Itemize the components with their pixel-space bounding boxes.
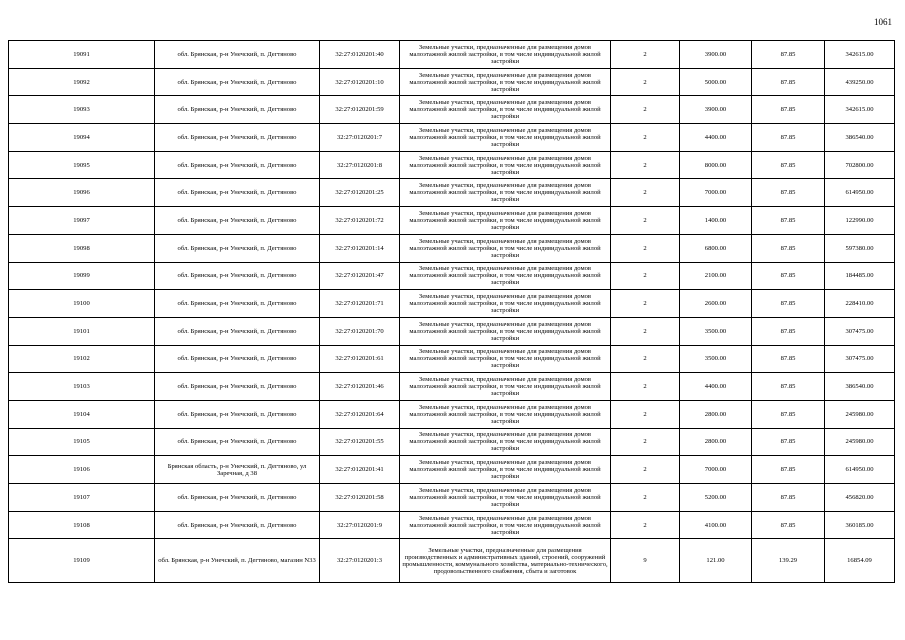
land-use-group-cell: 2 <box>611 290 680 318</box>
area-cell: 2600.00 <box>680 290 752 318</box>
table-row <box>9 68 895 96</box>
land-use-description-cell: Земельные участки, предназначенные для размещения домов малоэтажной жилой застройки, в том числе индивидуальной жилой застройки <box>400 207 611 235</box>
cadastral-value-cell: 360185.00 <box>825 511 895 539</box>
land-use-description-cell: Земельные участки, предназначенные для размещения домов малоэтажной жилой застройки, в том числе индивидуальной жилой застройки <box>400 68 611 96</box>
row-number-cell: 19100 <box>9 290 155 318</box>
cadastral-number-cell: 32:27:0120201:14 <box>320 234 400 262</box>
page-number: 1061 <box>874 17 892 27</box>
cadastral-value-cell: 614950.00 <box>825 179 895 207</box>
cadastral-value-cell: 342615.00 <box>825 96 895 124</box>
land-use-group-cell: 2 <box>611 345 680 373</box>
cadastral-number-cell: 32:27:0120201:64 <box>320 400 400 428</box>
table-row <box>9 96 895 124</box>
cadastral-value-cell: 307475.00 <box>825 345 895 373</box>
specific-value-cell: 87.85 <box>752 428 825 456</box>
land-use-group-cell: 2 <box>611 68 680 96</box>
address-cell: обл. Брянская, р-н Унечский, п. Дегтяново <box>155 317 320 345</box>
area-cell: 4100.00 <box>680 511 752 539</box>
cadastral-number-cell: 32:27:0120201:40 <box>320 41 400 69</box>
cadastral-value-cell: 342615.00 <box>825 41 895 69</box>
land-use-group-cell: 2 <box>611 151 680 179</box>
land-use-group-cell: 2 <box>611 317 680 345</box>
land-use-description-cell: Земельные участки, предназначенные для размещения домов малоэтажной жилой застройки, в том числе индивидуальной жилой застройки <box>400 484 611 512</box>
cadastral-value-cell: 386540.00 <box>825 373 895 401</box>
table-row <box>9 151 895 179</box>
address-cell: обл. Брянская, р-н Унечский, п. Дегтяново <box>155 179 320 207</box>
area-cell: 2800.00 <box>680 428 752 456</box>
area-cell: 2100.00 <box>680 262 752 290</box>
land-use-description-cell: Земельные участки, предназначенные для размещения домов малоэтажной жилой застройки, в том числе индивидуальной жилой застройки <box>400 151 611 179</box>
specific-value-cell: 87.85 <box>752 68 825 96</box>
specific-value-cell: 87.85 <box>752 96 825 124</box>
row-number-cell: 19108 <box>9 511 155 539</box>
row-number-cell: 19109 <box>9 539 155 583</box>
address-cell: обл. Брянская, р-н Унечский, п. Дегтяново, магазин N33 <box>155 539 320 583</box>
land-use-group-cell: 2 <box>611 428 680 456</box>
table-row <box>9 539 895 583</box>
land-use-description-cell: Земельные участки, предназначенные для размещения домов малоэтажной жилой застройки, в том числе индивидуальной жилой застройки <box>400 124 611 152</box>
land-use-group-cell: 2 <box>611 400 680 428</box>
address-cell: обл. Брянская, р-н Унечский, п. Дегтяново <box>155 400 320 428</box>
row-number-cell: 19096 <box>9 179 155 207</box>
row-number-cell: 19095 <box>9 151 155 179</box>
row-number-cell: 19105 <box>9 428 155 456</box>
table-row <box>9 511 895 539</box>
area-cell: 5000.00 <box>680 68 752 96</box>
land-use-group-cell: 2 <box>611 41 680 69</box>
cadastral-number-cell: 32:27:0120201:9 <box>320 511 400 539</box>
table-body <box>9 41 895 583</box>
address-cell: обл. Брянская, р-н Унечский, п. Дегтяново <box>155 124 320 152</box>
cadastral-number-cell: 32:27:0120201:58 <box>320 484 400 512</box>
area-cell: 3500.00 <box>680 345 752 373</box>
table-row <box>9 428 895 456</box>
row-number-cell: 19104 <box>9 400 155 428</box>
specific-value-cell: 87.85 <box>752 151 825 179</box>
row-number-cell: 19091 <box>9 41 155 69</box>
specific-value-cell: 87.85 <box>752 290 825 318</box>
cadastral-register-table <box>8 40 895 583</box>
cadastral-number-cell: 32:27:0120201:3 <box>320 539 400 583</box>
land-use-group-cell: 2 <box>611 511 680 539</box>
area-cell: 3500.00 <box>680 317 752 345</box>
area-cell: 121.00 <box>680 539 752 583</box>
land-use-description-cell: Земельные участки, предназначенные для размещения домов малоэтажной жилой застройки, в том числе индивидуальной жилой застройки <box>400 96 611 124</box>
land-use-group-cell: 2 <box>611 456 680 484</box>
land-use-description-cell: Земельные участки, предназначенные для размещения производственных и административных зданий, строений, сооружений промышленности, коммунального хозяйства, материально-технического, продовольственного снабжения, сбыта и заготовок <box>400 539 611 583</box>
land-use-group-cell: 2 <box>611 262 680 290</box>
cadastral-value-cell: 184485.00 <box>825 262 895 290</box>
specific-value-cell: 87.85 <box>752 41 825 69</box>
table-row <box>9 41 895 69</box>
table-row <box>9 373 895 401</box>
row-number-cell: 19098 <box>9 234 155 262</box>
table-row <box>9 262 895 290</box>
row-number-cell: 19106 <box>9 456 155 484</box>
cadastral-number-cell: 32:27:0120201:46 <box>320 373 400 401</box>
cadastral-number-cell: 32:27:0120201:55 <box>320 428 400 456</box>
specific-value-cell: 87.85 <box>752 234 825 262</box>
address-cell: обл. Брянская, р-н Унечский, п. Дегтяново <box>155 484 320 512</box>
cadastral-number-cell: 32:27:0120201:10 <box>320 68 400 96</box>
land-use-description-cell: Земельные участки, предназначенные для размещения домов малоэтажной жилой застройки, в том числе индивидуальной жилой застройки <box>400 262 611 290</box>
table-row <box>9 400 895 428</box>
address-cell: обл. Брянская, р-н Унечский, п. Дегтяново <box>155 68 320 96</box>
area-cell: 1400.00 <box>680 207 752 235</box>
area-cell: 7000.00 <box>680 179 752 207</box>
land-use-group-cell: 2 <box>611 179 680 207</box>
cadastral-number-cell: 32:27:0120201:7 <box>320 124 400 152</box>
table-row <box>9 456 895 484</box>
address-cell: обл. Брянская, р-н Унечский, п. Дегтяново <box>155 151 320 179</box>
land-use-description-cell: Земельные участки, предназначенные для размещения домов малоэтажной жилой застройки, в том числе индивидуальной жилой застройки <box>400 234 611 262</box>
cadastral-number-cell: 32:27:0120201:41 <box>320 456 400 484</box>
cadastral-number-cell: 32:27:0120201:70 <box>320 317 400 345</box>
specific-value-cell: 87.85 <box>752 373 825 401</box>
cadastral-number-cell: 32:27:0120201:72 <box>320 207 400 235</box>
cadastral-value-cell: 439250.00 <box>825 68 895 96</box>
specific-value-cell: 87.85 <box>752 400 825 428</box>
area-cell: 8000.00 <box>680 151 752 179</box>
cadastral-value-cell: 456820.00 <box>825 484 895 512</box>
area-cell: 7000.00 <box>680 456 752 484</box>
area-cell: 4400.00 <box>680 124 752 152</box>
land-use-description-cell: Земельные участки, предназначенные для размещения домов малоэтажной жилой застройки, в том числе индивидуальной жилой застройки <box>400 317 611 345</box>
land-use-group-cell: 2 <box>611 484 680 512</box>
address-cell: обл. Брянская, р-н Унечский, п. Дегтяново <box>155 373 320 401</box>
area-cell: 3900.00 <box>680 96 752 124</box>
cadastral-value-cell: 614950.00 <box>825 456 895 484</box>
row-number-cell: 19103 <box>9 373 155 401</box>
address-cell: обл. Брянская, р-н Унечский, п. Дегтяново <box>155 41 320 69</box>
area-cell: 6800.00 <box>680 234 752 262</box>
land-use-description-cell: Земельные участки, предназначенные для размещения домов малоэтажной жилой застройки, в том числе индивидуальной жилой застройки <box>400 373 611 401</box>
land-use-group-cell: 9 <box>611 539 680 583</box>
table-row <box>9 345 895 373</box>
cadastral-value-cell: 16854.09 <box>825 539 895 583</box>
land-use-description-cell: Земельные участки, предназначенные для размещения домов малоэтажной жилой застройки, в том числе индивидуальной жилой застройки <box>400 456 611 484</box>
land-use-description-cell: Земельные участки, предназначенные для размещения домов малоэтажной жилой застройки, в том числе индивидуальной жилой застройки <box>400 428 611 456</box>
cadastral-value-cell: 245980.00 <box>825 400 895 428</box>
cadastral-number-cell: 32:27:0120201:71 <box>320 290 400 318</box>
area-cell: 3900.00 <box>680 41 752 69</box>
cadastral-number-cell: 32:27:0120201:8 <box>320 151 400 179</box>
land-use-group-cell: 2 <box>611 373 680 401</box>
table-row <box>9 317 895 345</box>
address-cell: обл. Брянская, р-н Унечский, п. Дегтяново <box>155 345 320 373</box>
table-row <box>9 290 895 318</box>
specific-value-cell: 87.85 <box>752 317 825 345</box>
land-use-group-cell: 2 <box>611 96 680 124</box>
address-cell: обл. Брянская, р-н Унечский, п. Дегтяново <box>155 511 320 539</box>
cadastral-value-cell: 122990.00 <box>825 207 895 235</box>
cadastral-value-cell: 245980.00 <box>825 428 895 456</box>
cadastral-value-cell: 702800.00 <box>825 151 895 179</box>
land-use-group-cell: 2 <box>611 234 680 262</box>
cadastral-number-cell: 32:27:0120201:59 <box>320 96 400 124</box>
land-use-description-cell: Земельные участки, предназначенные для размещения домов малоэтажной жилой застройки, в том числе индивидуальной жилой застройки <box>400 179 611 207</box>
cadastral-number-cell: 32:27:0120201:25 <box>320 179 400 207</box>
table-row <box>9 234 895 262</box>
cadastral-value-cell: 228410.00 <box>825 290 895 318</box>
specific-value-cell: 87.85 <box>752 207 825 235</box>
land-use-description-cell: Земельные участки, предназначенные для размещения домов малоэтажной жилой застройки, в том числе индивидуальной жилой застройки <box>400 345 611 373</box>
specific-value-cell: 87.85 <box>752 511 825 539</box>
table-row <box>9 207 895 235</box>
land-use-description-cell: Земельные участки, предназначенные для размещения домов малоэтажной жилой застройки, в том числе индивидуальной жилой застройки <box>400 511 611 539</box>
land-use-group-cell: 2 <box>611 124 680 152</box>
row-number-cell: 19093 <box>9 96 155 124</box>
land-use-group-cell: 2 <box>611 207 680 235</box>
table-row <box>9 124 895 152</box>
table-row <box>9 484 895 512</box>
land-use-description-cell: Земельные участки, предназначенные для размещения домов малоэтажной жилой застройки, в том числе индивидуальной жилой застройки <box>400 290 611 318</box>
row-number-cell: 19092 <box>9 68 155 96</box>
specific-value-cell: 87.85 <box>752 262 825 290</box>
cadastral-value-cell: 386540.00 <box>825 124 895 152</box>
row-number-cell: 19101 <box>9 317 155 345</box>
address-cell: обл. Брянская, р-н Унечский, п. Дегтяново <box>155 290 320 318</box>
specific-value-cell: 139.29 <box>752 539 825 583</box>
row-number-cell: 19099 <box>9 262 155 290</box>
cadastral-number-cell: 32:27:0120201:61 <box>320 345 400 373</box>
area-cell: 5200.00 <box>680 484 752 512</box>
row-number-cell: 19094 <box>9 124 155 152</box>
table-row <box>9 179 895 207</box>
specific-value-cell: 87.85 <box>752 484 825 512</box>
row-number-cell: 19107 <box>9 484 155 512</box>
specific-value-cell: 87.85 <box>752 345 825 373</box>
address-cell: обл. Брянская, р-н Унечский, п. Дегтяново <box>155 207 320 235</box>
specific-value-cell: 87.85 <box>752 124 825 152</box>
address-cell: Брянская область, р-н Унечский, п. Дегтяново, ул Заречная, д 38 <box>155 456 320 484</box>
address-cell: обл. Брянская, р-н Унечский, п. Дегтяново <box>155 234 320 262</box>
cadastral-number-cell: 32:27:0120201:47 <box>320 262 400 290</box>
area-cell: 2800.00 <box>680 400 752 428</box>
address-cell: обл. Брянская, р-н Унечский, п. Дегтяново <box>155 96 320 124</box>
land-use-description-cell: Земельные участки, предназначенные для размещения домов малоэтажной жилой застройки, в том числе индивидуальной жилой застройки <box>400 400 611 428</box>
area-cell: 4400.00 <box>680 373 752 401</box>
land-use-description-cell: Земельные участки, предназначенные для размещения домов малоэтажной жилой застройки, в том числе индивидуальной жилой застройки <box>400 41 611 69</box>
row-number-cell: 19097 <box>9 207 155 235</box>
specific-value-cell: 87.85 <box>752 456 825 484</box>
address-cell: обл. Брянская, р-н Унечский, п. Дегтяново <box>155 428 320 456</box>
specific-value-cell: 87.85 <box>752 179 825 207</box>
cadastral-value-cell: 597380.00 <box>825 234 895 262</box>
cadastral-value-cell: 307475.00 <box>825 317 895 345</box>
address-cell: обл. Брянская, р-н Унечский, п. Дегтяново <box>155 262 320 290</box>
row-number-cell: 19102 <box>9 345 155 373</box>
